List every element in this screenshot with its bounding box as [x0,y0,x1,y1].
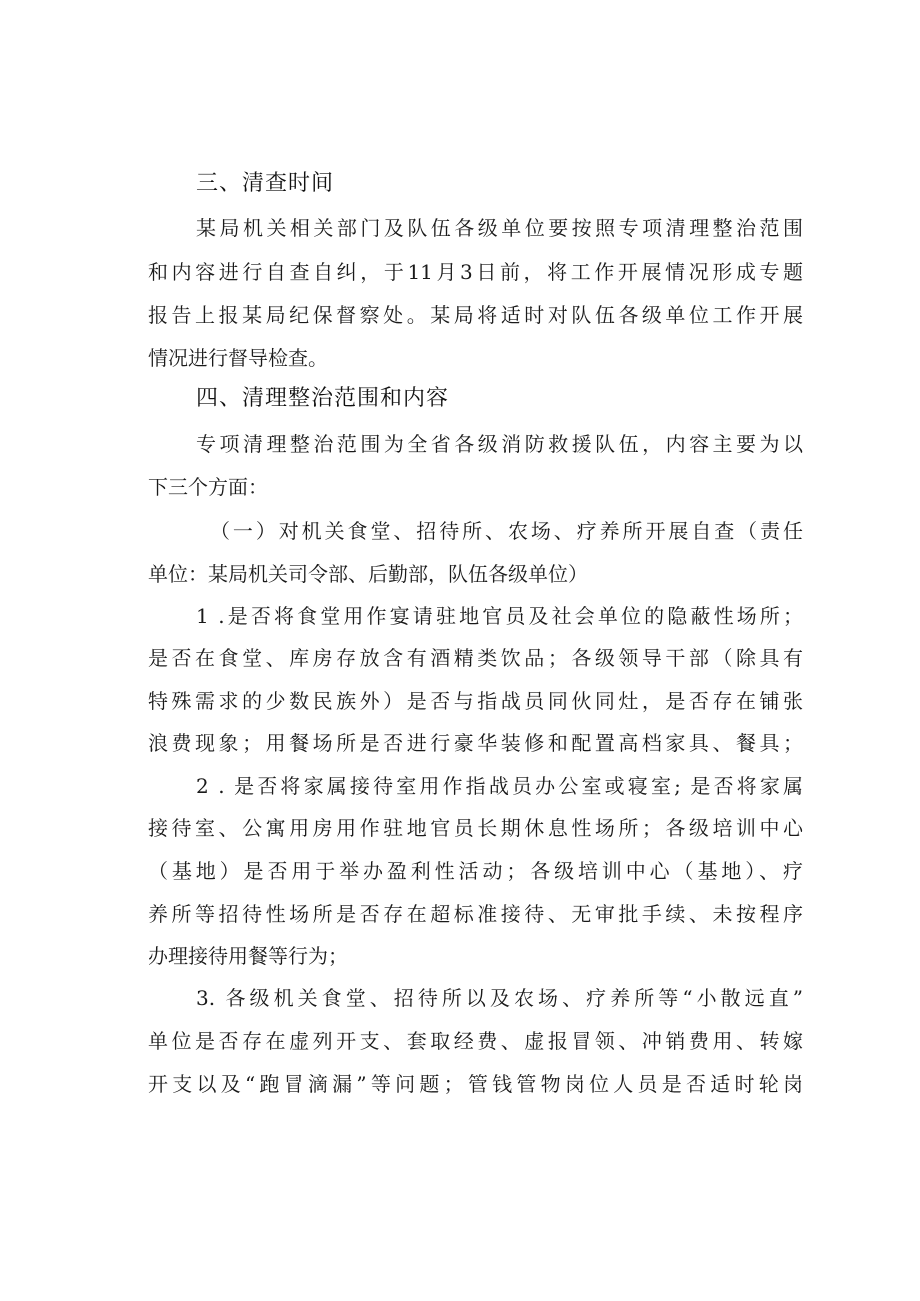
list-item-line: 开支以及“跑冒滴漏”等问题；管钱管物岗位人员是否适时轮岗 [148,1072,803,1096]
paragraph-line: 下三个方面： [148,475,268,499]
list-item-line: 3. 各级机关食堂、招待所以及农场、疗养所等“小散远直” [196,986,803,1010]
list-item-line: （基地）是否用于举办盈利性活动；各级培训中心（基地）、疗 [148,859,803,883]
list-item-line: 办理接待用餐等行为； [148,944,348,968]
paragraph-line: 单位：某局机关司令部、后勤部，队伍各级单位） [148,562,588,586]
paragraph-line: 情况进行督导检查。 [148,346,328,370]
list-item-line: 2 . 是否将家属接待室用作指战员办公室或寝室; 是否将家属 [196,774,803,798]
paragraph-line: 专项清理整治范围为全省各级消防救援队伍，内容主要为以 [196,432,803,456]
section-heading-scope: 四、清理整治范围和内容 [196,386,450,411]
list-item-line: 浪费现象；用餐场所是否进行豪华装修和配置高档家具、餐具； [148,731,803,755]
subsection-title: （一）对机关食堂、招待所、农场、疗养所开展自查（责任 [210,519,803,543]
paragraph-line: 报告上报某局纪保督察处。某局将适时对队伍各级单位工作开展 [148,303,803,327]
section-heading-check-time: 三、清查时间 [196,171,335,196]
list-item-line: 特殊需求的少数民族外）是否与指战员同伙同灶，是否存在铺张 [148,689,803,713]
list-item-line: 是否在食堂、库房存放含有酒精类饮品；各级领导干部（除具有 [148,646,803,670]
paragraph-line: 和内容进行自查自纠，于11月3日前，将工作开展情况形成专题 [148,260,803,284]
list-item-line: 单位是否存在虚列开支、套取经费、虚报冒领、冲销费用、转嫁 [148,1029,803,1053]
list-item-line: 接待室、公寓用房用作驻地官员长期休息性场所；各级培训中心 [148,816,803,840]
list-item-line: 养所等招待性场所是否存在超标准接待、无审批手续、未按程序 [148,902,803,926]
paragraph-line: 某局机关相关部门及队伍各级单位要按照专项清理整治范围 [196,216,803,240]
list-item-line: 1 .是否将食堂用作宴请驻地官员及社会单位的隐蔽性场所； [196,604,803,628]
